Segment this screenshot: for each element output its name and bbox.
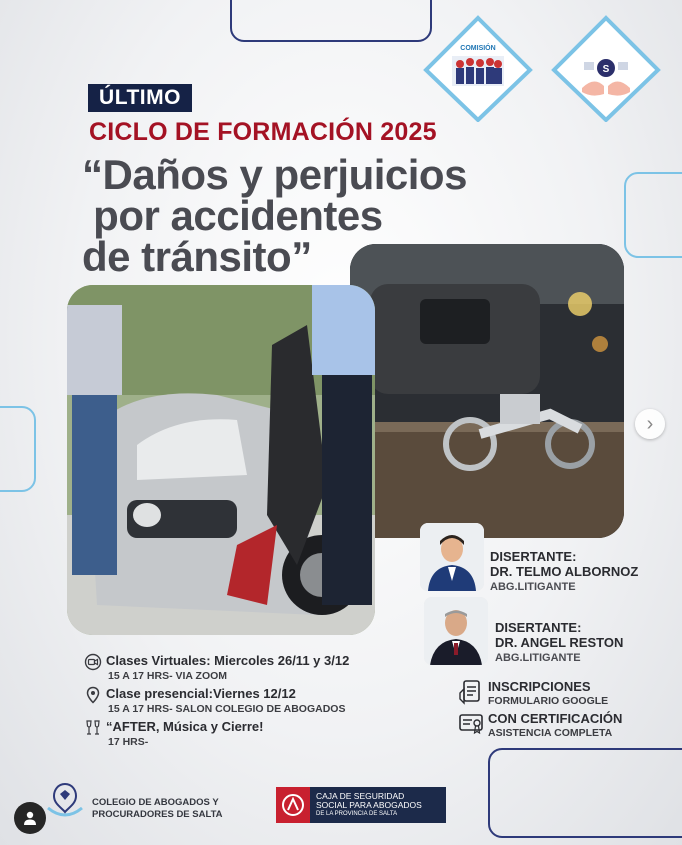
speaker-title: ABG.LITIGANTE xyxy=(490,581,576,593)
decorative-frame-top xyxy=(230,0,432,42)
certification-sub: ASISTENCIA COMPLETA xyxy=(488,727,613,739)
last-badge: ÚLTIMO xyxy=(88,84,192,112)
comision-label: COMISIÓN xyxy=(460,45,496,52)
speaker-info xyxy=(495,620,623,666)
speaker-title: ABG.LITIGANTE xyxy=(495,652,581,664)
user-icon xyxy=(22,810,38,826)
certification-label: CON CERTIFICACIÓN xyxy=(488,711,623,726)
motorcycle-accident-photo xyxy=(350,244,624,538)
decorative-frame-left xyxy=(0,406,36,492)
colegio-name-line: PROCURADORES DE SALTA xyxy=(92,809,223,820)
course-title-line: por accidentes xyxy=(82,192,383,239)
speaker-name: DR. TELMO ALBORNOZ xyxy=(490,564,639,579)
course-title-line: “Daños y perjuicios xyxy=(82,151,467,198)
caja-text-line: DE LA PROVINCIA DE SALTA xyxy=(316,810,398,817)
video-camera-icon xyxy=(84,653,102,671)
speaker-role: DISERTANTE: xyxy=(495,620,582,635)
wine-glasses-icon xyxy=(84,719,102,737)
colegio-logo-icon xyxy=(40,778,90,824)
caja-mark-icon xyxy=(276,787,310,823)
caja-text-line: CAJA DE SEGURIDAD xyxy=(316,790,405,801)
decorative-frame-bottom xyxy=(488,748,682,838)
caja-text-line: SOCIAL PARA ABOGADOS xyxy=(316,799,422,810)
course-title-line: de tránsito” xyxy=(82,233,312,280)
chevron-right-icon: › xyxy=(646,412,654,435)
registration-sub: FORMULARIO GOOGLE xyxy=(488,695,609,707)
cycle-heading: CICLO DE FORMACIÓN 2025 xyxy=(89,118,437,146)
registration-label: INSCRIPCIONES xyxy=(488,679,591,694)
speaker-photo xyxy=(424,597,488,665)
schedule-sub: 15 A 17 HRS- VIA ZOOM xyxy=(108,670,228,682)
derecho-logo xyxy=(546,12,666,122)
decorative-frame-right xyxy=(624,172,682,258)
schedule-main: Clase presencial:Viernes 12/12 xyxy=(106,686,296,701)
form-icon xyxy=(458,679,484,705)
speaker-name: DR. ANGEL RESTON xyxy=(495,635,624,650)
user-avatar-button[interactable] xyxy=(14,802,46,834)
caja-logo xyxy=(276,787,446,823)
location-pin-icon xyxy=(84,686,102,704)
speaker-info xyxy=(490,549,638,595)
car-accident-photo xyxy=(67,285,375,635)
schedule-sub: 15 A 17 HRS- SALON COLEGIO DE ABOGADOS xyxy=(108,703,346,715)
svg-text:S: S xyxy=(602,64,610,75)
comision-logo xyxy=(418,12,538,122)
speaker-photo xyxy=(420,523,484,591)
schedule-sub: 17 HRS- xyxy=(108,736,149,748)
schedule-main: Clases Virtuales: Miercoles 26/11 y 3/12 xyxy=(106,653,350,668)
certificate-icon xyxy=(458,711,484,737)
colegio-name-line: COLEGIO DE ABOGADOS Y xyxy=(92,797,219,808)
speaker-role: DISERTANTE: xyxy=(490,549,577,564)
colegio-name xyxy=(92,797,223,821)
schedule-main: “AFTER, Música y Cierre! xyxy=(106,719,264,734)
next-slide-button[interactable] xyxy=(635,409,665,439)
